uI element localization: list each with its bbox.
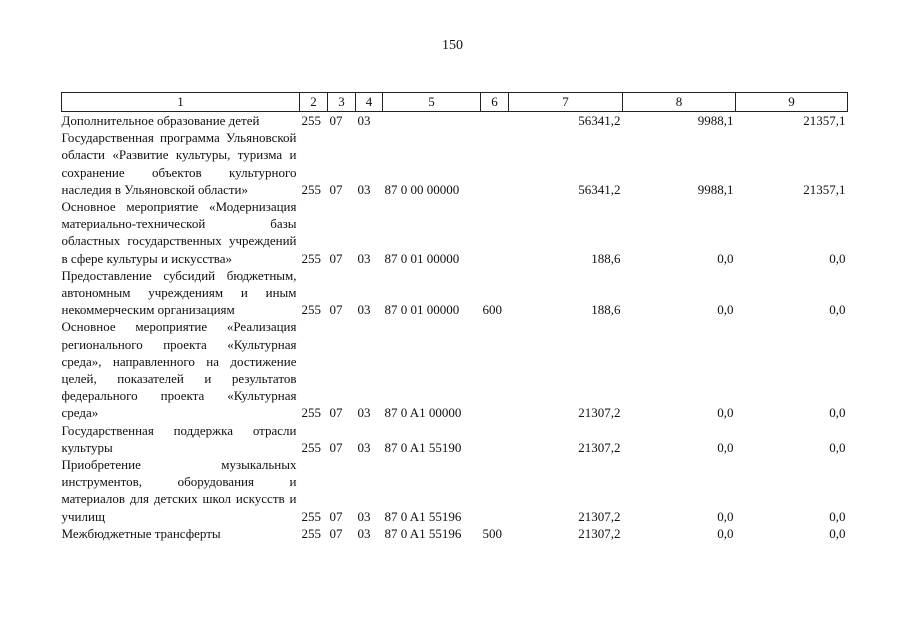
row-code-3: 07 <box>329 405 343 421</box>
row-code-6 <box>481 318 509 421</box>
row-code-6 <box>481 198 509 267</box>
row-code-3: 07 <box>329 250 343 266</box>
row-code-5: 87 0 01 00000 <box>384 250 460 266</box>
row-code-4: 03 <box>357 508 371 524</box>
row-code-2: 255 <box>301 439 321 455</box>
row-code-2: 255 <box>301 525 321 541</box>
row-name: Предоставление субсидий бюджетным, автономным учреждениям и иным некоммерческим организациям <box>61 267 297 318</box>
table-row <box>62 422 848 456</box>
row-code-2: 255 <box>301 181 321 197</box>
row-value-8: 0,0 <box>717 439 734 455</box>
row-value-8: 0,0 <box>717 302 734 318</box>
row-value-7: 56341,2 <box>578 181 621 197</box>
row-value-7: 56341,2 <box>578 113 621 128</box>
row-code-4: 03 <box>357 405 371 421</box>
row-name: Приобретение музыкальных инструментов, оборудования и материалов для детских школ искусств и училищ <box>61 457 297 524</box>
row-code-4: 03 <box>357 181 371 197</box>
header-cell-2: 2 <box>300 93 328 112</box>
row-code-3: 07 <box>329 439 343 455</box>
row-code-2: 255 <box>301 405 321 421</box>
row-name: Основное мероприятие «Реализация регионального проекта «Культурная среда», направленного на достижение целей, показателей и результатов федерального проекта «Культурная среда» <box>61 319 297 421</box>
row-value-8: 0,0 <box>717 508 734 524</box>
row-name: Межбюджетные трансферты <box>61 525 221 541</box>
row-value-7: 188,6 <box>591 302 621 318</box>
header-cell-5: 5 <box>383 93 481 112</box>
row-value-7: 21307,2 <box>578 508 621 524</box>
row-code-5: 87 0 A1 00000 <box>384 405 462 421</box>
row-code-4: 03 <box>357 302 371 318</box>
row-code-3: 07 <box>329 113 343 128</box>
header-cell-4: 4 <box>356 93 383 112</box>
row-code-4: 03 <box>357 250 371 266</box>
row-code-5: 87 0 A1 55196 <box>384 508 462 524</box>
header-cell-7: 7 <box>509 93 623 112</box>
row-value-7: 21307,2 <box>578 439 621 455</box>
row-value-9: 21357,1 <box>803 113 846 128</box>
page-number: 150 <box>442 38 463 53</box>
table-row <box>62 129 848 198</box>
row-code-4: 03 <box>357 525 371 541</box>
row-code-6: 600 <box>482 302 502 318</box>
row-code-5: 87 0 00 00000 <box>384 181 460 197</box>
row-code-6 <box>481 422 509 456</box>
row-value-9: 0,0 <box>829 250 846 266</box>
table-row <box>62 267 848 319</box>
header-row <box>62 93 848 112</box>
row-code-6 <box>481 112 509 130</box>
row-code-3: 07 <box>329 525 343 541</box>
row-code-2: 255 <box>301 508 321 524</box>
header-cell-8: 8 <box>623 93 736 112</box>
row-code-4: 03 <box>357 439 371 455</box>
row-value-8: 0,0 <box>717 405 734 421</box>
row-value-9: 0,0 <box>829 405 846 421</box>
header-cell-1: 1 <box>62 93 300 112</box>
row-value-8: 0,0 <box>717 250 734 266</box>
row-value-7: 188,6 <box>591 250 621 266</box>
row-code-5: 87 0 A1 55196 <box>384 525 462 541</box>
row-name: Дополнительное образование детей <box>61 113 260 128</box>
row-value-8: 0,0 <box>717 525 734 541</box>
row-code-5: 87 0 01 00000 <box>384 302 460 318</box>
row-value-9: 0,0 <box>829 508 846 524</box>
row-code-5 <box>383 112 481 130</box>
header-cell-3: 3 <box>328 93 356 112</box>
row-code-3: 07 <box>329 181 343 197</box>
row-code-3: 07 <box>329 508 343 524</box>
table-row <box>62 318 848 421</box>
budget-table <box>61 92 848 542</box>
row-code-2: 255 <box>301 250 321 266</box>
row-value-9: 0,0 <box>829 525 846 541</box>
row-value-8: 9988,1 <box>697 113 734 128</box>
row-value-7: 21307,2 <box>578 525 621 541</box>
row-name: Государственная программа Ульяновской области «Развитие культуры, туризма и сохранение объектов культурного наследия в Ульяновской области» <box>61 130 297 197</box>
header-cell-9: 9 <box>736 93 848 112</box>
row-code-5: 87 0 A1 55190 <box>384 439 462 455</box>
row-value-9: 0,0 <box>829 302 846 318</box>
table-row <box>62 525 848 542</box>
row-code-6: 500 <box>482 525 502 541</box>
row-code-2: 255 <box>301 113 321 128</box>
header-cell-6: 6 <box>481 93 509 112</box>
row-code-3: 07 <box>329 302 343 318</box>
table-row <box>62 456 848 525</box>
row-value-9: 0,0 <box>829 439 846 455</box>
row-value-9: 21357,1 <box>803 181 846 197</box>
row-value-7: 21307,2 <box>578 405 621 421</box>
row-value-8: 9988,1 <box>697 181 734 197</box>
row-code-6 <box>481 456 509 525</box>
row-code-2: 255 <box>301 302 321 318</box>
row-name: Государственная поддержка отрасли культуры <box>61 422 297 455</box>
table-row <box>62 112 848 130</box>
table-row <box>62 198 848 267</box>
row-code-4: 03 <box>357 113 371 128</box>
row-name: Основное мероприятие «Модернизация материально-технической базы областных государственных учреждений в сфере культуры и искусства» <box>61 199 297 266</box>
row-code-6 <box>481 129 509 198</box>
